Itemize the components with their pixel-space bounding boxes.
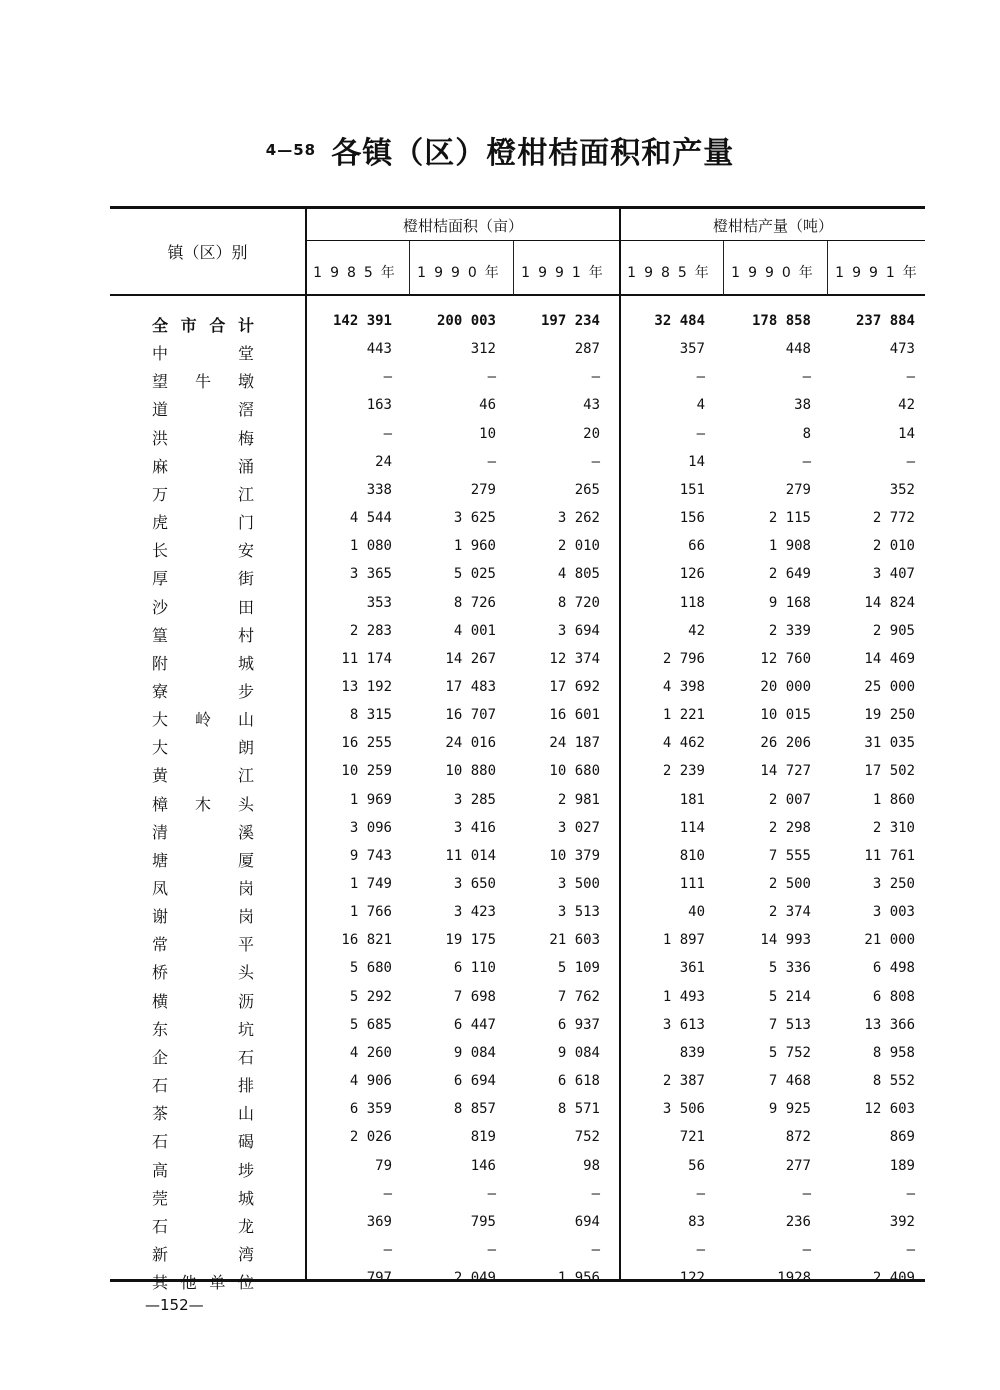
table-cell: 8 726 — [453, 594, 496, 611]
table-cell: 2 115 — [768, 510, 811, 527]
table-cell: 721 — [679, 1129, 705, 1146]
row-name: 其 他 单 位 — [152, 1273, 254, 1293]
table-cell: 122 — [679, 1270, 705, 1287]
table-cell: 2 010 — [557, 538, 600, 555]
table-cell: 24 — [375, 453, 392, 470]
table-cell: 1928 — [777, 1270, 811, 1287]
table-cell: 111 — [679, 876, 705, 892]
page-number: —152— — [145, 1296, 204, 1314]
table-cell: 5 214 — [768, 988, 811, 1005]
table-cell: 312 — [470, 341, 496, 358]
table-cell: 869 — [889, 1129, 915, 1146]
table-cell: 14 993 — [760, 932, 811, 949]
row-name: 道 滘 — [152, 400, 254, 420]
table-cell: — — [591, 369, 600, 386]
row-name: 沙 田 — [152, 597, 254, 617]
table-cell: — — [487, 369, 496, 386]
table-cell: 43 — [583, 397, 600, 414]
table-cell: 42 — [688, 622, 705, 639]
table-row — [0, 341, 1000, 365]
table-cell: 114 — [679, 819, 705, 836]
table-cell: 21 000 — [864, 932, 915, 949]
table-cell: 369 — [366, 1213, 392, 1230]
row-name: 望 牛 墩 — [152, 372, 254, 392]
header-mid-rule — [306, 240, 925, 241]
table-cell: — — [802, 453, 811, 470]
table-cell: 66 — [688, 538, 705, 555]
table-cell: 8 857 — [453, 1101, 496, 1118]
table-cell: 352 — [889, 481, 915, 498]
row-name: 大 朗 — [152, 738, 254, 758]
table-cell: 473 — [889, 341, 915, 358]
table-cell: 8 958 — [872, 1044, 915, 1061]
table-cell: 197 234 — [540, 313, 600, 329]
row-name: 洪 梅 — [152, 428, 254, 448]
table-cell: 6 110 — [453, 960, 496, 977]
table-row — [0, 792, 1000, 816]
table-cell: 6 359 — [349, 1101, 392, 1118]
table-cell: 5 025 — [453, 566, 496, 583]
table-cell: 6 937 — [557, 1016, 600, 1033]
table-cell: 9 925 — [768, 1101, 811, 1118]
table-cell: 4 805 — [557, 566, 600, 583]
table-cell: 12 374 — [549, 650, 600, 667]
table-title — [0, 128, 1000, 172]
table-cell: 3 027 — [557, 819, 600, 836]
row-name: 莞 城 — [152, 1188, 254, 1208]
table-cell: 2 239 — [662, 763, 705, 780]
table-cell: 181 — [679, 791, 705, 808]
row-name: 黄 江 — [152, 766, 254, 786]
table-cell: 189 — [889, 1157, 915, 1174]
table-cell: 21 603 — [549, 932, 600, 949]
table-cell: 10 680 — [549, 763, 600, 780]
row-name: 桥 头 — [152, 963, 254, 983]
row-name: 新 湾 — [152, 1244, 254, 1264]
row-name: 高 埗 — [152, 1160, 254, 1180]
table-cell: 163 — [366, 397, 392, 414]
table-cell: 19 250 — [864, 707, 915, 724]
table-cell: 795 — [470, 1213, 496, 1230]
table-cell: 3 365 — [349, 566, 392, 583]
table-cell: 8 571 — [557, 1101, 600, 1118]
row-name: 全 市 合 计 — [152, 316, 254, 335]
table-cell: 4 398 — [662, 678, 705, 695]
table-cell: 6 447 — [453, 1016, 496, 1033]
table-cell: 4 260 — [349, 1044, 392, 1061]
year-header: 1990年 — [417, 265, 507, 281]
table-cell: 2 298 — [768, 819, 811, 836]
table-cell: — — [487, 1241, 496, 1258]
table-cell: 9 084 — [557, 1044, 600, 1061]
table-cell: 279 — [785, 481, 811, 498]
table-row — [0, 763, 1000, 787]
table-row — [0, 1073, 1000, 1097]
top-rule — [110, 206, 925, 209]
table-cell: 14 469 — [864, 650, 915, 667]
table-cell: 14 267 — [445, 650, 496, 667]
table-cell: 1 956 — [557, 1270, 600, 1287]
table-title-text: 各镇（区）橙柑桔面积和产量 — [331, 136, 735, 171]
table-cell: 5 336 — [768, 960, 811, 977]
table-cell: 3 003 — [872, 904, 915, 921]
table-cell: 3 613 — [662, 1016, 705, 1033]
table-cell: 14 — [898, 425, 915, 442]
table-row — [0, 1270, 1000, 1294]
row-name: 石 碣 — [152, 1132, 254, 1152]
table-cell: 26 206 — [760, 735, 811, 752]
table-cell: 5 680 — [349, 960, 392, 977]
row-name: 东 坑 — [152, 1019, 254, 1039]
table-cell: 694 — [574, 1213, 600, 1230]
table-cell: — — [906, 1185, 915, 1202]
table-row — [0, 735, 1000, 759]
table-cell: 357 — [679, 341, 705, 358]
table-cell: 5 752 — [768, 1044, 811, 1061]
table-row — [0, 538, 1000, 562]
table-row — [0, 454, 1000, 478]
table-cell: 6 498 — [872, 960, 915, 977]
area-group-header: 橙柑桔面积（亩） — [402, 217, 523, 235]
table-cell: 9 084 — [453, 1044, 496, 1061]
header-bottom-rule — [110, 294, 925, 296]
table-cell: 2 283 — [349, 622, 392, 639]
table-cell: 5 292 — [349, 988, 392, 1005]
table-cell: 4 906 — [349, 1073, 392, 1090]
table-cell: 3 250 — [872, 876, 915, 892]
table-cell: 42 — [898, 397, 915, 414]
table-cell: 19 175 — [445, 932, 496, 949]
table-cell: 6 618 — [557, 1073, 600, 1090]
table-row — [0, 397, 1000, 421]
table-cell: 236 — [785, 1213, 811, 1230]
table-row — [0, 904, 1000, 928]
row-name: 中 堂 — [152, 344, 254, 364]
row-name: 横 沥 — [152, 991, 254, 1011]
table-cell: 5 109 — [557, 960, 600, 977]
table-cell: 118 — [679, 594, 705, 611]
row-name: 寮 步 — [152, 681, 254, 701]
table-cell: 146 — [470, 1157, 496, 1174]
table-cell: 3 416 — [453, 819, 496, 836]
table-cell: 797 — [366, 1270, 392, 1287]
table-row — [0, 566, 1000, 590]
year-header: 1990年 — [731, 265, 821, 281]
table-cell: 20 000 — [760, 678, 811, 695]
table-cell: 7 468 — [768, 1073, 811, 1090]
table-cell: 31 035 — [864, 735, 915, 752]
table-cell: 3 506 — [662, 1101, 705, 1118]
row-name: 凤 岗 — [152, 879, 254, 898]
table-cell: 1 749 — [349, 876, 392, 892]
output-group-header: 橙柑桔产量（吨） — [712, 217, 833, 235]
row-name: 石 排 — [152, 1076, 254, 1096]
table-cell: 4 001 — [453, 622, 496, 639]
table-cell: 40 — [688, 904, 705, 921]
row-name: 附 城 — [152, 653, 254, 673]
table-cell: 24 187 — [549, 735, 600, 752]
table-cell: 4 544 — [349, 510, 392, 527]
row-name: 麻 涌 — [152, 456, 254, 476]
table-cell: 2 049 — [453, 1270, 496, 1287]
table-cell: 3 262 — [557, 510, 600, 527]
table-row — [0, 876, 1000, 900]
table-row — [0, 369, 1000, 393]
row-name: 石 龙 — [152, 1216, 254, 1236]
table-cell: — — [383, 369, 392, 386]
table-cell: 872 — [785, 1129, 811, 1146]
table-cell: 237 884 — [855, 313, 915, 329]
row-name: 谢 岗 — [152, 907, 254, 927]
table-cell: 2 310 — [872, 819, 915, 836]
table-cell: 9 743 — [349, 847, 392, 864]
table-cell: — — [696, 1185, 705, 1202]
table-cell: 11 014 — [445, 847, 496, 864]
table-cell: — — [696, 1241, 705, 1258]
table-cell: 6 808 — [872, 988, 915, 1005]
table-cell: 17 483 — [445, 678, 496, 695]
table-cell: 1 860 — [872, 791, 915, 808]
table-cell: 2 387 — [662, 1073, 705, 1090]
table-cell: — — [487, 1185, 496, 1202]
table-cell: 8 — [802, 425, 811, 442]
table-row — [0, 932, 1000, 956]
table-row — [0, 426, 1000, 450]
table-cell: 1 969 — [349, 791, 392, 808]
table-cell: 16 255 — [341, 735, 392, 752]
table-cell: — — [906, 369, 915, 386]
table-row — [0, 1045, 1000, 1069]
table-cell: 3 513 — [557, 904, 600, 921]
table-cell: — — [802, 369, 811, 386]
table-cell: 178 858 — [751, 313, 811, 329]
table-cell: 810 — [679, 847, 705, 864]
table-cell: 14 727 — [760, 763, 811, 780]
table-cell: 2 772 — [872, 510, 915, 527]
table-row — [0, 1214, 1000, 1238]
year-header: 1985年 — [627, 265, 717, 281]
table-cell: 2 649 — [768, 566, 811, 583]
table-cell: — — [696, 425, 705, 442]
table-cell: — — [906, 453, 915, 470]
table-cell: — — [487, 453, 496, 470]
table-row — [0, 989, 1000, 1013]
table-row — [0, 595, 1000, 619]
table-row — [0, 1017, 1000, 1041]
table-cell: 361 — [679, 960, 705, 977]
table-row — [0, 820, 1000, 844]
table-cell: 443 — [366, 341, 392, 358]
table-cell: 156 — [679, 510, 705, 527]
table-number: 4—58 — [265, 141, 317, 159]
table-cell: 10 880 — [445, 763, 496, 780]
table-cell: 14 824 — [864, 594, 915, 611]
table-row — [0, 623, 1000, 647]
table-cell: 3 407 — [872, 566, 915, 583]
row-name: 樟 木 头 — [152, 794, 254, 814]
table-cell: — — [696, 369, 705, 386]
row-name: 塘 厦 — [152, 850, 254, 870]
table-row — [0, 651, 1000, 675]
table-cell: 287 — [574, 341, 600, 358]
table-cell: 7 513 — [768, 1016, 811, 1033]
table-cell: — — [802, 1185, 811, 1202]
year-header: 1991年 — [521, 265, 611, 281]
row-name: 企 石 — [152, 1047, 254, 1067]
table-row — [0, 1101, 1000, 1125]
table-cell: 11 761 — [864, 847, 915, 864]
table-cell: 10 259 — [341, 763, 392, 780]
table-cell: 6 694 — [453, 1073, 496, 1090]
table-cell: — — [383, 1185, 392, 1202]
row-name: 虎 门 — [152, 513, 254, 533]
table-cell: 7 555 — [768, 847, 811, 864]
table-cell: 10 015 — [760, 707, 811, 724]
table-cell: — — [802, 1241, 811, 1258]
table-row — [0, 707, 1000, 731]
table-cell: 839 — [679, 1044, 705, 1061]
table-cell: — — [591, 1241, 600, 1258]
table-cell: 2 007 — [768, 791, 811, 808]
row-name: 清 溪 — [152, 822, 254, 842]
table-cell: 20 — [583, 425, 600, 442]
table-row — [0, 510, 1000, 534]
table-cell: — — [383, 425, 392, 442]
table-cell: 11 174 — [341, 650, 392, 667]
table-cell: 2 026 — [349, 1129, 392, 1146]
table-cell: 10 — [479, 425, 496, 442]
table-cell: 83 — [688, 1213, 705, 1230]
table-row — [0, 1158, 1000, 1182]
row-name: 长 安 — [152, 541, 254, 561]
table-cell: 279 — [470, 481, 496, 498]
table-cell: 14 — [688, 453, 705, 470]
row-name: 常 平 — [152, 935, 254, 955]
row-name: 茶 山 — [152, 1104, 254, 1124]
table-cell: 12 603 — [864, 1101, 915, 1118]
table-cell: 3 096 — [349, 819, 392, 836]
table-cell: 3 694 — [557, 622, 600, 639]
table-cell: 16 821 — [341, 932, 392, 949]
table-cell: 2 010 — [872, 538, 915, 555]
table-cell: 17 692 — [549, 678, 600, 695]
row-name: 厚 街 — [152, 569, 254, 589]
table-row — [0, 313, 1000, 337]
table-cell: 1 897 — [662, 932, 705, 949]
table-cell: 3 625 — [453, 510, 496, 527]
table-cell: 25 000 — [864, 678, 915, 695]
table-cell: 752 — [574, 1129, 600, 1146]
table-cell: 12 760 — [760, 650, 811, 667]
year-header: 1991年 — [835, 265, 925, 281]
table-cell: 98 — [583, 1157, 600, 1174]
table-cell: 4 462 — [662, 735, 705, 752]
table-cell: 4 — [696, 397, 705, 414]
table-cell: 1 908 — [768, 538, 811, 555]
table-cell: 24 016 — [445, 735, 496, 752]
table-cell: 1 960 — [453, 538, 496, 555]
table-cell: 2 374 — [768, 904, 811, 921]
table-cell: 151 — [679, 481, 705, 498]
table-cell: 265 — [574, 481, 600, 498]
table-row — [0, 1129, 1000, 1153]
table-cell: 2 905 — [872, 622, 915, 639]
table-cell: 7 698 — [453, 988, 496, 1005]
table-cell: 819 — [470, 1129, 496, 1146]
table-cell: 2 981 — [557, 791, 600, 808]
table-cell: 3 285 — [453, 791, 496, 808]
table-cell: 2 339 — [768, 622, 811, 639]
table-row — [0, 679, 1000, 703]
table-row — [0, 482, 1000, 506]
table-cell: 46 — [479, 397, 496, 414]
table-cell: 8 315 — [349, 707, 392, 724]
row-name: 万 江 — [152, 484, 254, 504]
table-cell: 5 685 — [349, 1016, 392, 1033]
row-name: 大 岭 山 — [152, 710, 254, 730]
table-cell: 13 192 — [341, 678, 392, 695]
table-cell: 353 — [366, 594, 392, 611]
table-cell: 7 762 — [557, 988, 600, 1005]
table-cell: 277 — [785, 1157, 811, 1174]
table-cell: 2 409 — [872, 1270, 915, 1287]
table-cell: 10 379 — [549, 847, 600, 864]
table-row — [0, 1186, 1000, 1210]
table-cell: 8 552 — [872, 1073, 915, 1090]
table-cell: 8 720 — [557, 594, 600, 611]
table-cell: 200 003 — [436, 313, 496, 329]
table-cell: 9 168 — [768, 594, 811, 611]
table-cell: 1 080 — [349, 538, 392, 555]
table-cell: 126 — [679, 566, 705, 583]
table-cell: 3 423 — [453, 904, 496, 921]
year-header: 1985年 — [313, 265, 403, 281]
table-cell: 2 796 — [662, 650, 705, 667]
table-row — [0, 848, 1000, 872]
table-cell: 16 601 — [549, 707, 600, 724]
table-cell: 3 500 — [557, 876, 600, 892]
table-cell: 392 — [889, 1213, 915, 1230]
table-cell: 16 707 — [445, 707, 496, 724]
table-cell: 338 — [366, 481, 392, 498]
table-cell: 32 484 — [654, 313, 705, 329]
row-label-header: 镇（区）别 — [167, 243, 248, 262]
table-cell: 1 221 — [662, 707, 705, 724]
table-cell: 448 — [785, 341, 811, 358]
table-cell: 142 391 — [332, 313, 392, 329]
table-row — [0, 1242, 1000, 1266]
table-cell: 38 — [794, 397, 811, 414]
table-cell: — — [383, 1241, 392, 1258]
table-cell: — — [591, 1185, 600, 1202]
table-cell: 3 650 — [453, 876, 496, 892]
table-cell: 1 766 — [349, 904, 392, 921]
table-cell: — — [906, 1241, 915, 1258]
row-name: 篁 村 — [152, 625, 254, 645]
table-row — [0, 960, 1000, 984]
table-cell: 56 — [688, 1157, 705, 1174]
table-cell: 1 493 — [662, 988, 705, 1005]
table-cell: 17 502 — [864, 763, 915, 780]
table-cell: — — [591, 453, 600, 470]
table-cell: 13 366 — [864, 1016, 915, 1033]
table-cell: 79 — [375, 1157, 392, 1174]
table-cell: 2 500 — [768, 876, 811, 892]
